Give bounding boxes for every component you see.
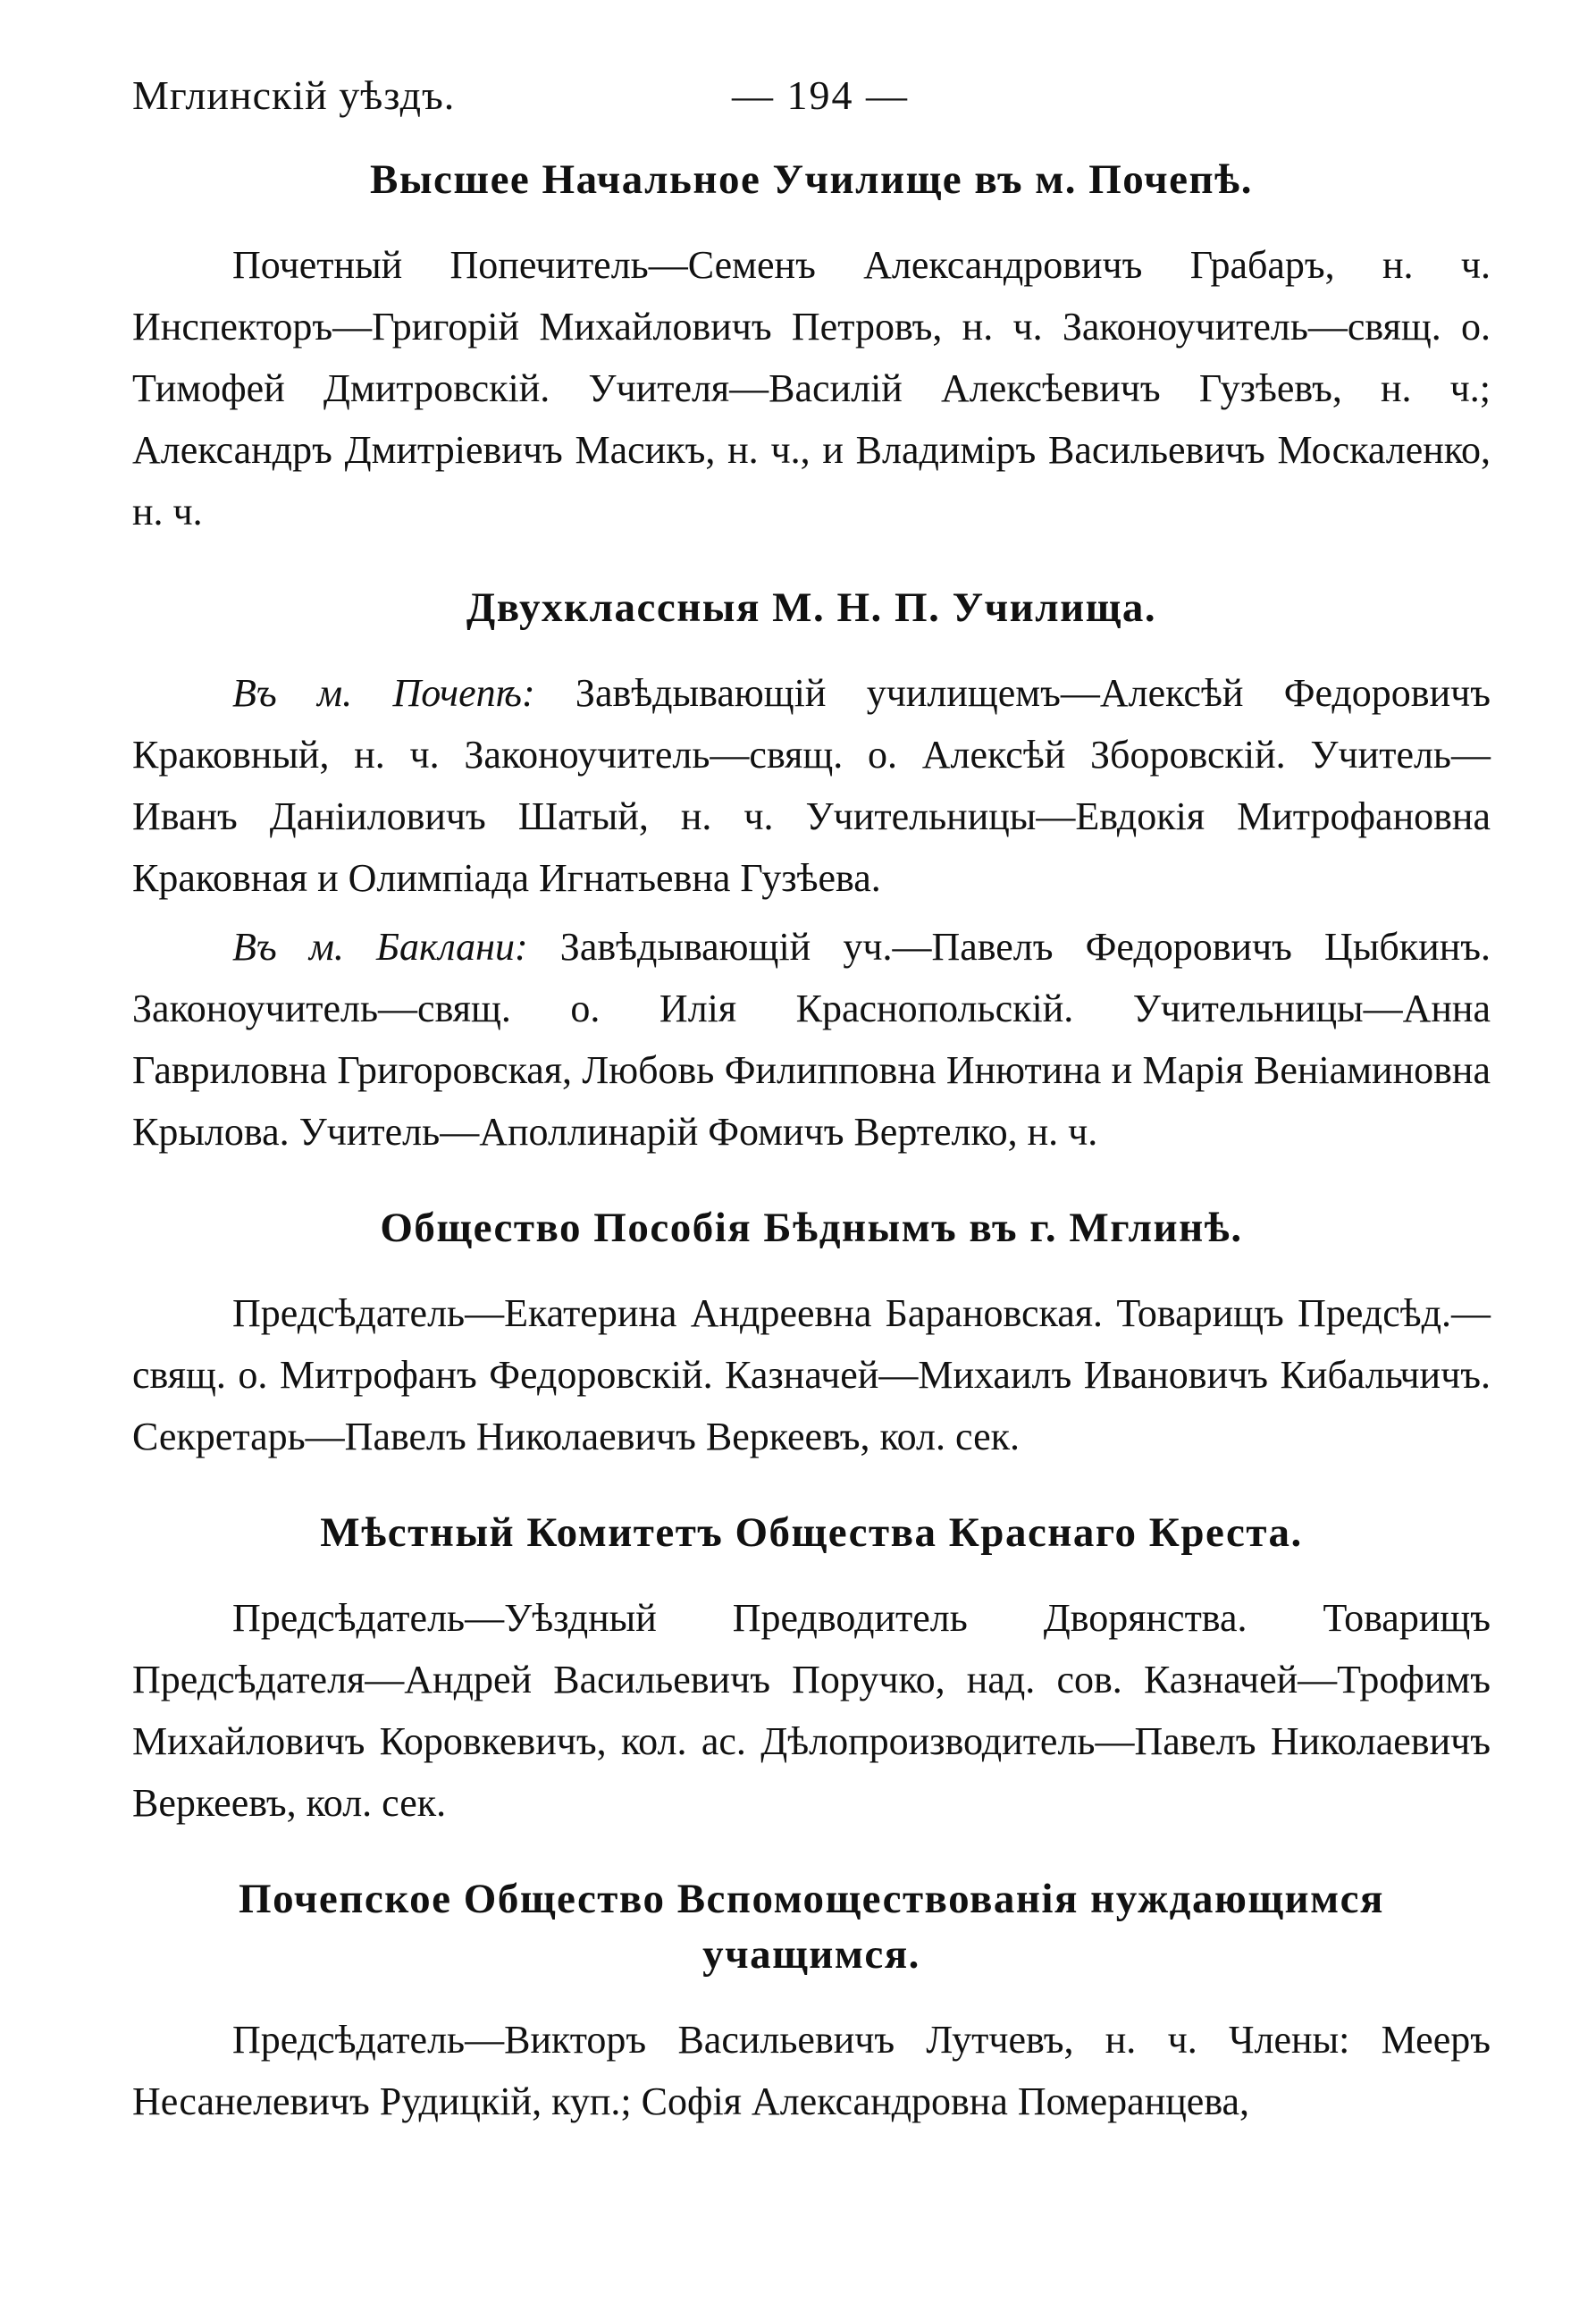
section-title-poor-relief-society: Общество Пособія Бѣднымъ въ г. Мглинѣ.	[380, 1205, 1243, 1251]
paragraph-student-aid-society	[132, 2009, 1491, 2132]
paragraph-lead: Въ м. Почепѣ:	[232, 671, 535, 715]
paragraph-lead: Въ м. Баклани:	[232, 925, 528, 969]
paragraph-baklan-school	[132, 916, 1491, 1163]
section-title-red-cross-committee: Мѣстный Комитетъ Общества Краснаго Креста.	[320, 1509, 1303, 1556]
paragraph-red-cross-committee	[132, 1587, 1491, 1834]
section-title-student-aid-society: Почепское Общество Вспомоществованія нуждающимся учащимся.	[239, 1876, 1384, 1978]
paragraph-poor-relief-society	[132, 1282, 1491, 1467]
section-title-two-class-schools: Двухклассныя М. Н. П. Училища.	[466, 584, 1157, 631]
paragraph-text: Предсѣдатель—Уѣздный Предводитель Дворянства. Товарищъ Предсѣдателя—Андрей Васильевичъ Поручко, над. сов. Казначей—Трофимъ Михайловичъ Коровкевичъ, кол. ас. Дѣлопроизводитель—Павелъ Николаевичъ Веркеевъ, кол. сек.	[132, 1596, 1491, 1825]
page-body	[132, 152, 1491, 2132]
paragraph-pochep-school	[132, 662, 1491, 909]
paragraph-higher-school-staff	[132, 234, 1491, 542]
district-heading: Мглинскій уѣздъ.	[132, 72, 456, 118]
paragraph-text: Завѣдывающій училищемъ—Алексѣй Федоровичъ Краковный, н. ч. Законоучитель—свящ. о. Алексѣй Зборовскій. Учитель—Иванъ Даніиловичъ Шатый, н. ч. Учительницы—Евдокія Митрофановна Краковная и Олимпіада Игнатьевна Гузѣева.	[132, 671, 1491, 900]
page-number: — 194 —	[732, 72, 909, 118]
paragraph-text: Завѣдывающій уч.—Павелъ Федоровичъ Цыбкинъ. Законоучитель—свящ. о. Илія Краснопольскій. Учительницы—Анна Гавриловна Григоровская, Любовь Филипповна Инютина и Марія Веніаминовна Крылова. Учитель—Аполлинарій Фомичъ Вертелко, н. ч.	[132, 925, 1491, 1154]
running-header	[132, 64, 1491, 127]
paragraph-text: Предсѣдатель—Викторъ Васильевичъ Лутчевъ, н. ч. Члены: Мееръ Несанелевичъ Рудицкій, куп.; Софія Александровна Померанцева,	[132, 2018, 1491, 2123]
section-title-higher-school: Высшее Начальное Училище въ м. Почепѣ.	[369, 156, 1253, 203]
paragraph-text: Предсѣдатель—Екатерина Андреевна Барановская. Товарищъ Предсѣд.—свящ. о. Митрофанъ Федоровскій. Казначей—Михаилъ Ивановичъ Кибальчичъ. Секретарь—Павелъ Николаевичъ Веркеевъ, кол. сек.	[132, 1291, 1491, 1458]
paragraph-text: Почетный Попечитель—Семенъ Александровичъ Грабаръ, н. ч. Инспекторъ—Григорій Михайловичъ Петровъ, н. ч. Законоучитель—свящ. о. Тимофей Дмитровскій. Учителя—Василій Алексѣевичъ Гузѣевъ, н. ч.; Александръ Дмитріевичъ Масикъ, н. ч., и Владиміръ Васильевичъ Москаленко, н. ч.	[132, 243, 1491, 533]
